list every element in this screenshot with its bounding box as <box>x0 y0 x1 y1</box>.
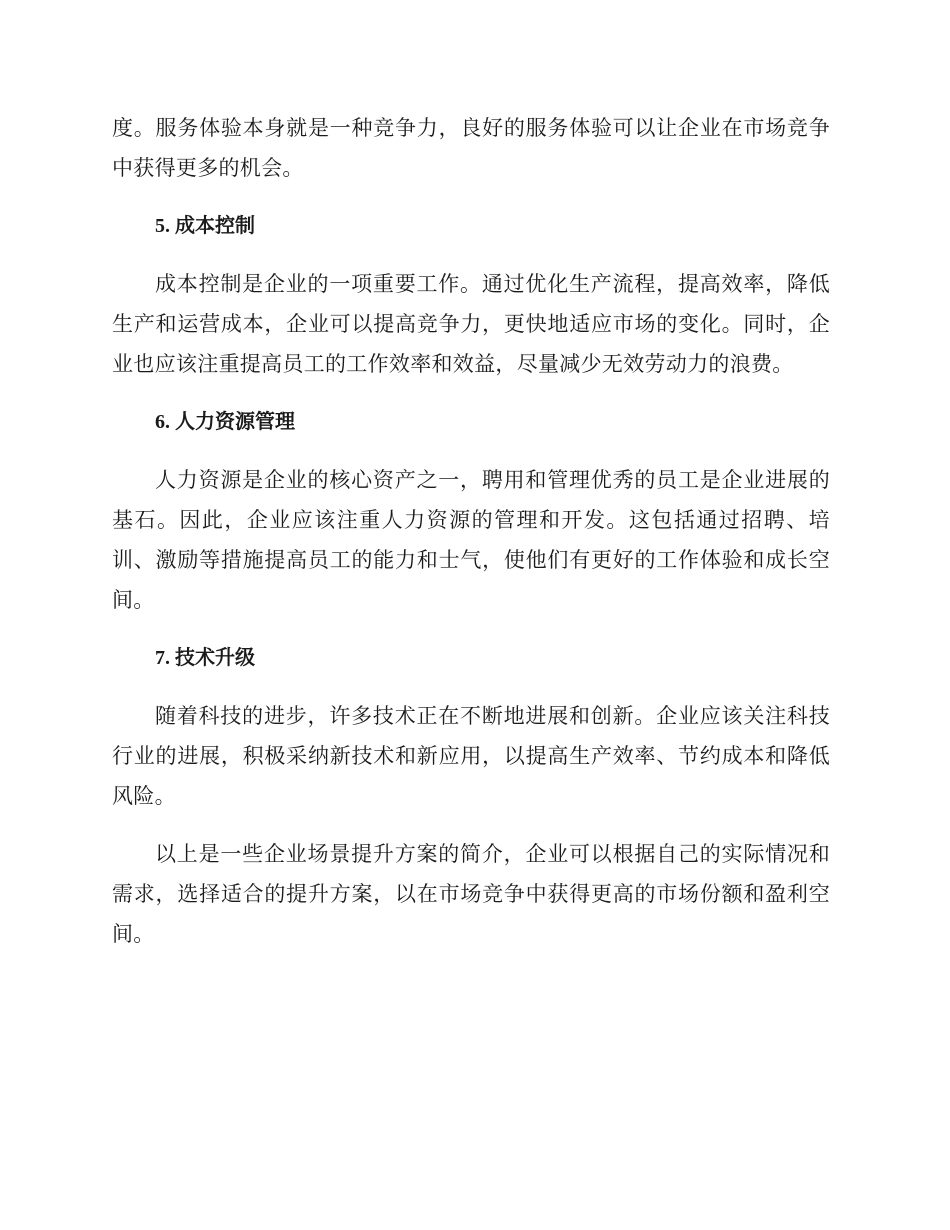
heading-cost-control: 5. 成本控制 <box>155 215 255 237</box>
paragraph-service-experience: 度。服务体验本身就是一种竞争力，良好的服务体验可以让企业在市场竞争中获得更多的机会。 <box>112 116 830 180</box>
paragraph-cost-control: 成本控制是企业的一项重要工作。通过优化生产流程，提高效率，降低生产和运营成本，企业可以提高竞争力，更快地适应市场的变化。同时，企业也应该注重提高员工的工作效率和效益，尽量减少无效劳动力的浪费。 <box>112 272 830 376</box>
paragraph-conclusion: 以上是一些企业场景提升方案的简介，企业可以根据自己的实际情况和需求，选择适合的提升方案，以在市场竞争中获得更高的市场份额和盈利空间。 <box>112 842 830 946</box>
paragraph-human-resources: 人力资源是企业的核心资产之一，聘用和管理优秀的员工是企业进展的基石。因此，企业应该注重人力资源的管理和开发。这包括通过招聘、培训、激励等措施提高员工的能力和士气，使他们有更好的工作体验和成长空间。 <box>112 468 830 612</box>
paragraph-tech-upgrade: 随着科技的进步，许多技术正在不断地进展和创新。企业应该关注科技行业的进展，积极采纳新技术和新应用，以提高生产效率、节约成本和降低风险。 <box>112 704 830 808</box>
heading-human-resources: 6. 人力资源管理 <box>155 411 295 433</box>
heading-tech-upgrade: 7. 技术升级 <box>155 647 255 669</box>
document-body <box>112 108 830 954</box>
